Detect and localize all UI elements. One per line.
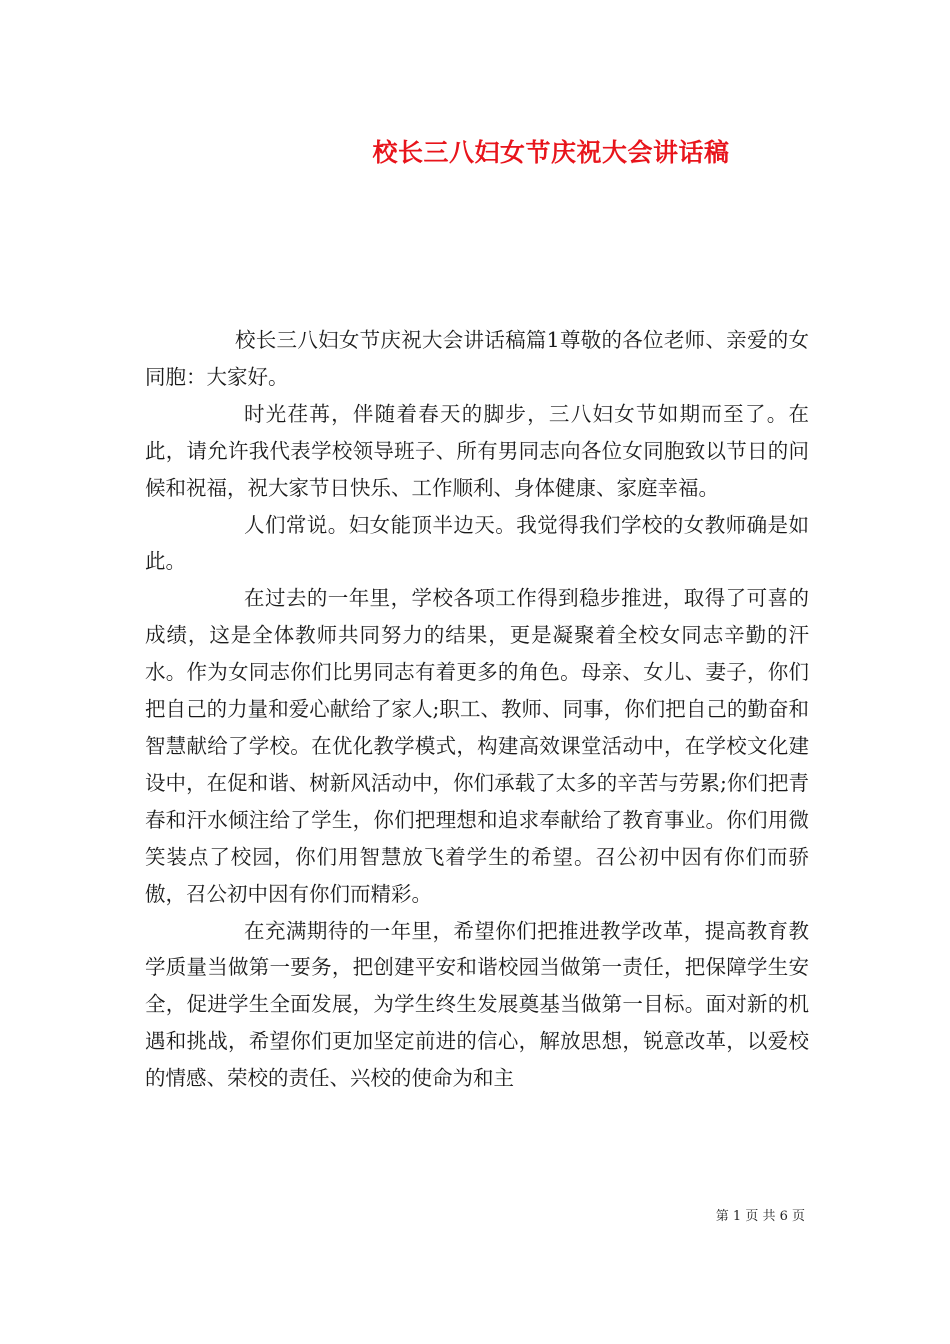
paragraph: 校长三八妇女节庆祝大会讲话稿篇1尊敬的各位老师、亲爱的女同胞：大家好。 bbox=[145, 328, 809, 389]
document-title: 校长三八妇女节庆祝大会讲话稿 bbox=[372, 138, 730, 167]
paragraph: 在充满期待的一年里，希望你们把推进教学改革，提高教育教学质量当做第一要务，把创建平安和谐校园当做第一责任，把保障学生安全，促进学生全面发展，为学生终生发展奠基当做第一目标。面对新的机遇和挑战，希望你们更加坚定前进的信心，解放思想，锐意改革，以爱校的情感、荣校的责任、兴校的使命为和主 bbox=[145, 918, 809, 1091]
document-body bbox=[145, 322, 809, 1097]
page-number: 第 1 页 共 6 页 bbox=[715, 1209, 805, 1224]
paragraph: 在过去的一年里，学校各项工作得到稳步推进，取得了可喜的成绩，这是全体教师共同努力的结果，更是凝聚着全校女同志辛勤的汗水。作为女同志你们比男同志有着更多的角色。母亲、女儿、妻子，你们把自己的力量和爱心献给了家人;职工、教师、同事，你们把自己的勤奋和智慧献给了学校。在优化教学模式，构建高效课堂活动中，在学校文化建设中，在促和谐、树新风活动中，你们承载了太多的辛苦与劳累;你们把青春和汗水倾注给了学生，你们把理想和追求奉献给了教育事业。你们用微笑装点了校园，你们用智慧放飞着学生的希望。召公初中因有你们而骄傲，召公初中因有你们而精彩。 bbox=[145, 586, 809, 906]
paragraph: 时光荏苒，伴随着春天的脚步，三八妇女节如期而至了。在此，请允许我代表学校领导班子、所有男同志向各位女同胞致以节日的问候和祝福，祝大家节日快乐、工作顺利、身体健康、家庭幸福。 bbox=[145, 401, 809, 500]
paragraph: 人们常说。妇女能顶半边天。我觉得我们学校的女教师确是如此。 bbox=[145, 512, 809, 574]
